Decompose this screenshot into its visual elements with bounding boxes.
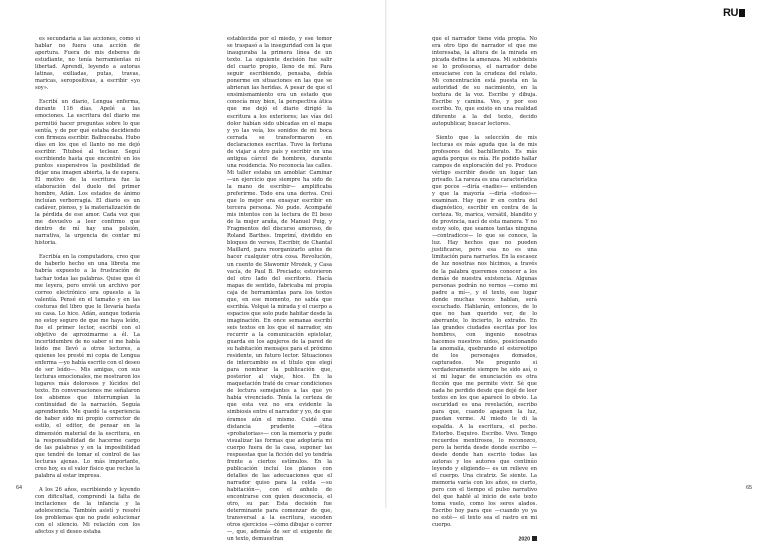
left-page-column-2 (227, 36, 333, 543)
signature-year: 2020 (432, 536, 537, 544)
publisher-logo: RU (723, 7, 745, 19)
end-mark-icon (532, 536, 537, 541)
paragraph: A los 26 años, escribiendo y leyendo con dificultad, comprendí la falta de incitaciones de la infancia y la adolescencia. También asistí y resolví los problemas que no pude solucionar con el silencio. Mi relación con los afectos y el deseo estaba (35, 486, 140, 536)
right-page-column-1 (432, 36, 537, 543)
paragraph: Escribí un diario, Lengua enferma, durante 116 días. Apelé a las emociones. La escritura del diario me permitió hacer preguntas sobre lo que sentía, y de por qué estaba decidiendo con firmeza escribir. Balbuceaba. Hubo días en los que el llanto no me dejó escribir. Titubeé al teclear. Seguí escribiendo hasta que encontré en los puntos suspensivos la posibilidad de dejar una imagen abierta, la de espera. El motivo de la escritura fue la elaboración del duelo del primer hombre, Adán. Los estados de ánimo incluían verborragia. El diario es un cadáver, pienso, y la materialización de la pérdida de ese amor. Cada vez que me devuelvo a leer confirmo que dentro de mí hay una pulsión, narrativa, la urgencia de contar mi historia. (35, 99, 140, 247)
page-number-right: 65 (746, 485, 753, 491)
paragraph: es secundaria a las acciones, como si hablar no fuera una acción de apertura. Fuera de mis deberes de estudiante, no tenía herramientas ni libertad. Aprendí, leyendo a autoras latinas, exiliadas, putas, travas, maricas, seropositivas, a escribir «yo soy». (35, 36, 140, 92)
page-gutter (385, 0, 387, 508)
paragraph: Escribía en la computadora, creo que de haberlo hecho en una libreta me habría expuesto a la frustración de tachar todas las palabras. Quise que él me leyera, pero envié un archivo por correo electrónico era opuesto a la valentía. Pensé en el tamaño y en las costuras del libro que le llevaría hasta su casa. Lo hice. Adán, aunque todavía no estoy seguro de que me haya leído, fue el primer lector, escribí con el objetivo de aproximarme a él. La incertidumbre de no saber si me había leído me llevó a otros lectores, a quienes les presté mi copia de Lengua enferma —yo había escrito con el deseo de ser leído—. Mis amigas, con sus lecturas emocionales, me mostraron los lugares más dolorosos y lúcidos del texto. En conversaciones me señalaron los abismos que interrumpían la continuidad de la narración. Seguía aprendiendo. Me quedó la experiencia de haber sido mi propio corrector de estilo, el editor, de pensar en la dimensión material de la escritura, en la responsabilidad de hacerme cargo de las palabras y en la imposibilidad que tendré de tomar el control de las lecturas ajenas. Lo más importante, creo hoy, es el valor físico que reclue la palabra al estar impresa. (35, 254, 140, 479)
left-page-column-1 (35, 36, 140, 536)
paragraph: que el narrador tiene vida propia. No era otro tipo de narrador el que me interesaba, la altura de la mirada en picada define la amenaza. Mi subdeixis se lo profesoras, el narrador debe ensuciarse con la crudeza del relato. Mi concentración está puesta en la autoridad de su nacimiento, en la textura de la voz. Escribe y dibuja. Escribe y camina. Veo, y por eso escribo. Yo, que existo en una realidad diferente a la del texto, decido autopublicar, buscar lectores. (432, 36, 537, 127)
paragraph: establecida por el miedo, y ese temor se traspasó a la inseguridad con la que inauguraba la primera línea de un texto. La siguiente decisión fue salir del cuarto propio, lleno de mí. Para seguir escribiendo, pensaba, debía ponerme en situaciones en las que se abrieran las heridas. A pesar de que el ensimismamiento era un estado que conocía muy bien, la perspectiva ática que me dejó el diario dirigió la escritura a los exteriores; las vías del dolor habían sido ubicadas en el mapa y yo las veía, los sonidos de mi boca cerrada se transformaron en declaraciones escritas. Tuve la fortuna de viajar a otro país y escribir en una antigua cárcel de hombres, durante una residencia. No reconocía las calles. Mi taller estaba un amoblar. Caminar —un ejercicio que siempre ha sido de la mano de escribir— amplificaba preferirme. Todo era una deriva. Creí que lo mejor era ensayar escribir en tercera persona. No pude. Acompañé mis intentos con la lectura de El beso de la mujer araña, de Manuel Puig, y Fragmentos del discurso amoroso, de Roland Barthes. Imprimí, dividido en bloques de versos, Escribir, de Chantal Maillard, para reorganizarlo antes de hacer cualquier otra cosa. Revolución, un cuento de Sławomir Mrożek, y Casa vacía, de Paul B. Preciado; estuvieron del otro lado del escritorio. Hacía mapas de sentido, fabricaba mi propia caja de herramientas para los textos que, en ese momento, no sabía que escribía. Volqué la mirada y el cuerpo a espacios que solo pude habitar desde la imaginación. En once semanas escribí seis textos en los que el narrador, sin recurrir a la comunicación epistolar, guarda en los agujeros de la pared de su habitación mensajes para el próximo residente, un futuro lector. Situaciones de intercambio es el título que elegí para nombrar la publicación que, posterior al viaje, hice. En la maquetación traté de crear condiciones de lectura semejantes a las que yo había vivenciado. Tenía la certeza de que esta vez no era evidente la simbiosis entre el narrador y yo, de que éramos aún el mismo. Cuidé una distancia prudente —ética «probatorias»— con la memoria y pude visualizar las formas que adoptaría mi cuerpo fuera de la casa, suponer las respuestas que la ficción del yo tendría frente a ciertos estímulos. En la publicación incluí los planos con detalles de las adecuaciones que el narrador quiso para la celda —su habitación—, con el anhelo de encontrarse con quien desconocía, el otro, su par. Esta decisión fue determinante para comenzar de que, transversal a la escritura, suceden otros ejercicios —cómo dibujar o correr—, que, además de ser el exigente de un texto, demuestran (227, 36, 333, 543)
page-number-left: 64 (16, 485, 23, 491)
paragraph: Siento que la selección de mis lecturas es más aguda que la de mis profesores del bachillerato. Es más aguda porque es mía. He podido hallar campos de exploración del yo. Produce vértigo escribir desde un lugar tan privado. La rareza es una característica que pocos —diría «nadie»— entienden y que la mayoría —diría «todos»— examinan. Hay que ir en contra del diagnóstico, escribir en contra de la certeza. Yo, marica, versátil, blandito y de provincia, nací de esta manera. Y no estoy solo, que seamos tantas ninguna —contradicce— lo que se conoce, la luz. Hay hechos que no pueden justificarse, pero esa no es una limitación para narrarlos. En la escasez de luz nosotras nos hicimos, a través de la palabra queremos conocer a los demás de nuestra existencia. Algunas personas podrán no vernos —como mi padre a mí—, y el texto, ese lugar donde muchas veces hablan, será escuchado. Hablarán, entonces, de lo que no han querido ver, de lo aberrante, lo incierto, lo extraño. En las grandes ciudades escritas por los hombres, con ingenio nosotras hacemos nuestros nidos, posicionando la anomalía, quebrando el estereotipo de los personajes domados, capturados. Me pregunto si verdaderamente siempre he sido así, o si mi lugar de enunciación es otra ficción que me permite vivir. Sé que nada he perdido desde que dejé de leer textos en los que aparecé lo obvio. La oscuridad es una revelación, escribo para que, cuando apaguen la luz, puedan verme. Al miedo le di la espalda. A la escritura, el pecho. Estorbo. Esquivo. Escribo. Vivo. Tengo recuerdos mentirosos, lo reconozco, pero la herida desde donde escribo —desde donde han escrito todas las autoras y los autores que continúo leyendo y eligiendo— es un relieve en el cuerpo. Una cicatriz. Se siente. La memoria varía con los años, es cierto, pero con el tiempo el pulso narrativo del que hablé al inicio de este texto toma vuelo, como los seres alados. Escribo hoy para que —cuando yo ya no esté— el texto sea el rastro en mi cuerpo. (432, 134, 537, 529)
